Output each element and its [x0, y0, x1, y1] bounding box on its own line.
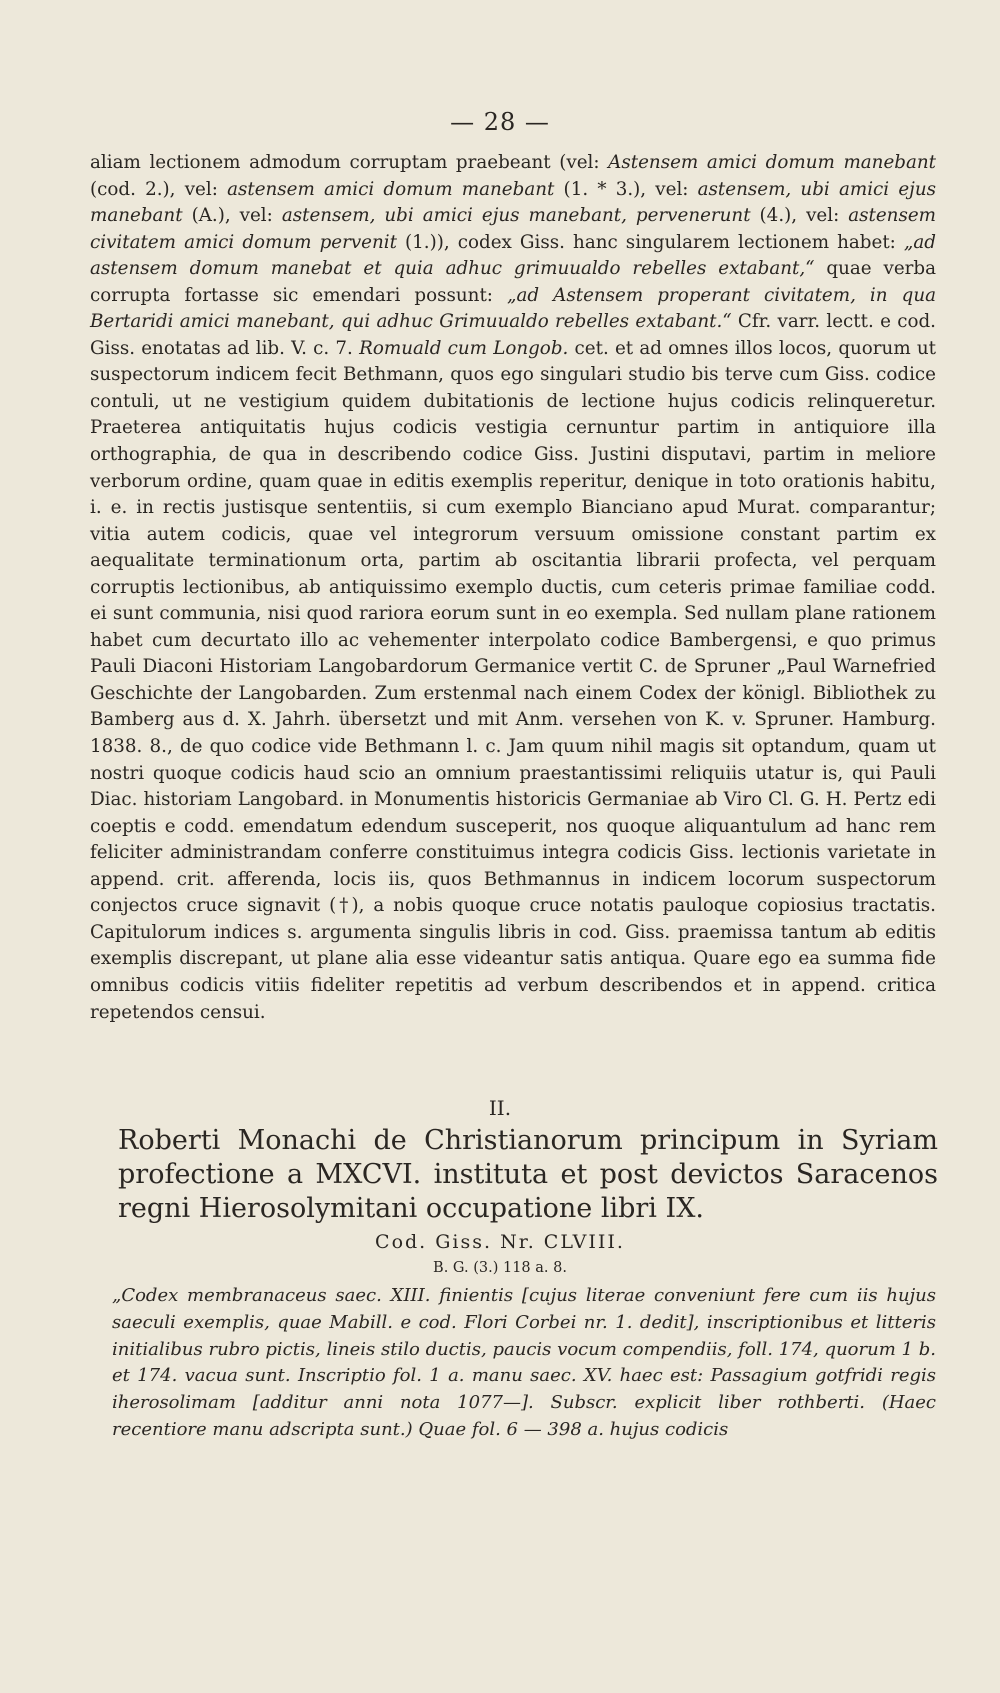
- italic-quote: astensem, ubi amici ejus manebant: [90, 178, 936, 227]
- body-text-segment: (4.), vel:: [750, 205, 849, 227]
- body-text-segment: (A.), vel:: [182, 205, 282, 227]
- codex-description: „Codex membranaceus saec. XIII. finientis [cujus literae conveniunt fere cum iis hujus saeculi exemplis, quae Mabill. e cod. Flori Corbei nr. 1. dedit], inscriptionibus et litteris initialibus rubro pictis, lineis stilo ductis, paucis vocum compendiis, foll. 174, quorum 1 b. et 174. vacua sunt. Inscriptio fol. 1 a. manu saec. XV. haec est: Passagium gotfridi regis iherosolimam [additur anni nota 1077—]. Subscr. explicit liber rothberti. (Haec recentiore manu adscripta sunt.) Quae fol. 6 — 398 a. hujus codicis: [112, 1285, 936, 1440]
- codex-reference: Cod. Giss. Nr. CLVIII.: [375, 1231, 625, 1253]
- body-text-segment: (cod. 2.), vel:: [90, 178, 228, 200]
- body-paragraph: [90, 150, 936, 1026]
- section-title: Roberti Monachi de Christianorum principum in Syriam profectione a MXCVI. instituta et post devictos Saracenos regni Hierosolymitani occupatione libri IX.: [118, 1125, 938, 1224]
- italic-quote: astensem amici domum manebant: [227, 178, 555, 200]
- italic-quote: „ad astensem domum manebat et quia adhuc grimuualdo rebelles extabant,“: [90, 231, 936, 280]
- body-text-segment: cet. et ad omnes illos locos, quorum ut suspectorum indicem fecit Bethmann, quos ego singulari studio bis terve cum Giss. codice contuli, ut ne vestigium quidem dubitationis de lectione hujus codicis relinqueretur. Praeterea antiquitatis hujus codicis vestigia cernuntur partim in antiquiore illa orthographia, de qua in describendo codice Giss. Justini disputavi, partim in meliore verborum ordine, quam quae in editis exemplis reperitur, denique in toto orationis habitu, i. e. in rectis justisque sententiis, si cum exemplo Bianciano apud Murat. comparantur; vitia autem codicis, quae vel integrorum versuum omissione constant partim ex aequalitate terminationum orta, partim ab oscitantia librarii profecta, vel perquam corruptis lectionibus, ab antiquissimo exemplo ductis, cum ceteris primae familiae codd. ei sunt communia, nisi quod rariora eorum sunt in eo exempla. Sed nullam plane rationem habet cum decurtato illo ac vehementer interpolato codice Bambergensi, e quo primus Pauli Diaconi Historiam Langobardorum Germanice vertit C. de Spruner „Paul Warnefried Geschichte der Langobarden. Zum erstenmal nach einem Codex der königl. Bibliothek zu Bamberg aus d. X. Jahrh. übersetzt und mit Anm. versehen von K. v. Spruner. Hamburg. 1838. 8., de quo codice vide Bethmann l. c. Jam quum nihil magis sit optandum, quam ut nostri quoque codicis haud scio an omnium praestantissimi reliquiis utatur is, qui Pauli Diac. historiam Langobard. in Monumentis historicis Germaniae ab Viro Cl. G. H. Pertz edi coeptis e codd. emendatum edendum susceperit, nos quoque aliquantulum ad hanc rem feliciter administrandam conferre constituimus integra codicis Giss. lectionis varietate in append. crit. afferenda, locis iis, quos Bethmannus in indicem locorum suspectorum conjectos cruce signavit (†), a nobis quoque cruce notatis pauloque copiosius tractatis. Capitulorum indices s. argumenta singulis libris in cod. Giss. praemissa tantum ab editis exemplis discrepant, ut plane alia esse videantur satis antiqua. Quare ego ea summa fide omnibus codicis vitiis fideliter repetitis ad verbum describendos et in append. critica repetendos censui.: [90, 337, 936, 1023]
- page-number: — 28 —: [450, 108, 550, 136]
- italic-quote: astensem civitatem amici domum pervenit: [90, 205, 936, 253]
- italic-quote: astensem, ubi amici ejus manebant, pervenerunt: [281, 205, 751, 227]
- section-number: II.: [488, 1096, 512, 1120]
- body-text-segment: (1.)), codex Giss. hanc singularem lectionem habet:: [396, 231, 904, 253]
- body-text-segment: quae verba corrupta fortasse sic emendari possunt:: [90, 258, 936, 306]
- shelfmark: B. G. (3.) 118 a. 8.: [433, 1260, 567, 1276]
- italic-quote: „ad Astensem properant civitatem, in qua Bertaridi amici manebant, qui adhuc Grimuualdo rebelles extabant.“: [90, 284, 936, 333]
- body-text-segment: Cfr. varr. lectt. e cod. Giss. enotatas ad lib. V. c. 7.: [90, 311, 936, 359]
- italic-quote: Astensem amici domum manebant: [608, 152, 936, 173]
- body-text-segment: aliam lectionem admodum corruptam praebeant (vel:: [90, 152, 609, 173]
- italic-quote: Romuald cum Longob.: [359, 337, 569, 359]
- body-text-segment: (1. * 3.), vel:: [554, 178, 698, 200]
